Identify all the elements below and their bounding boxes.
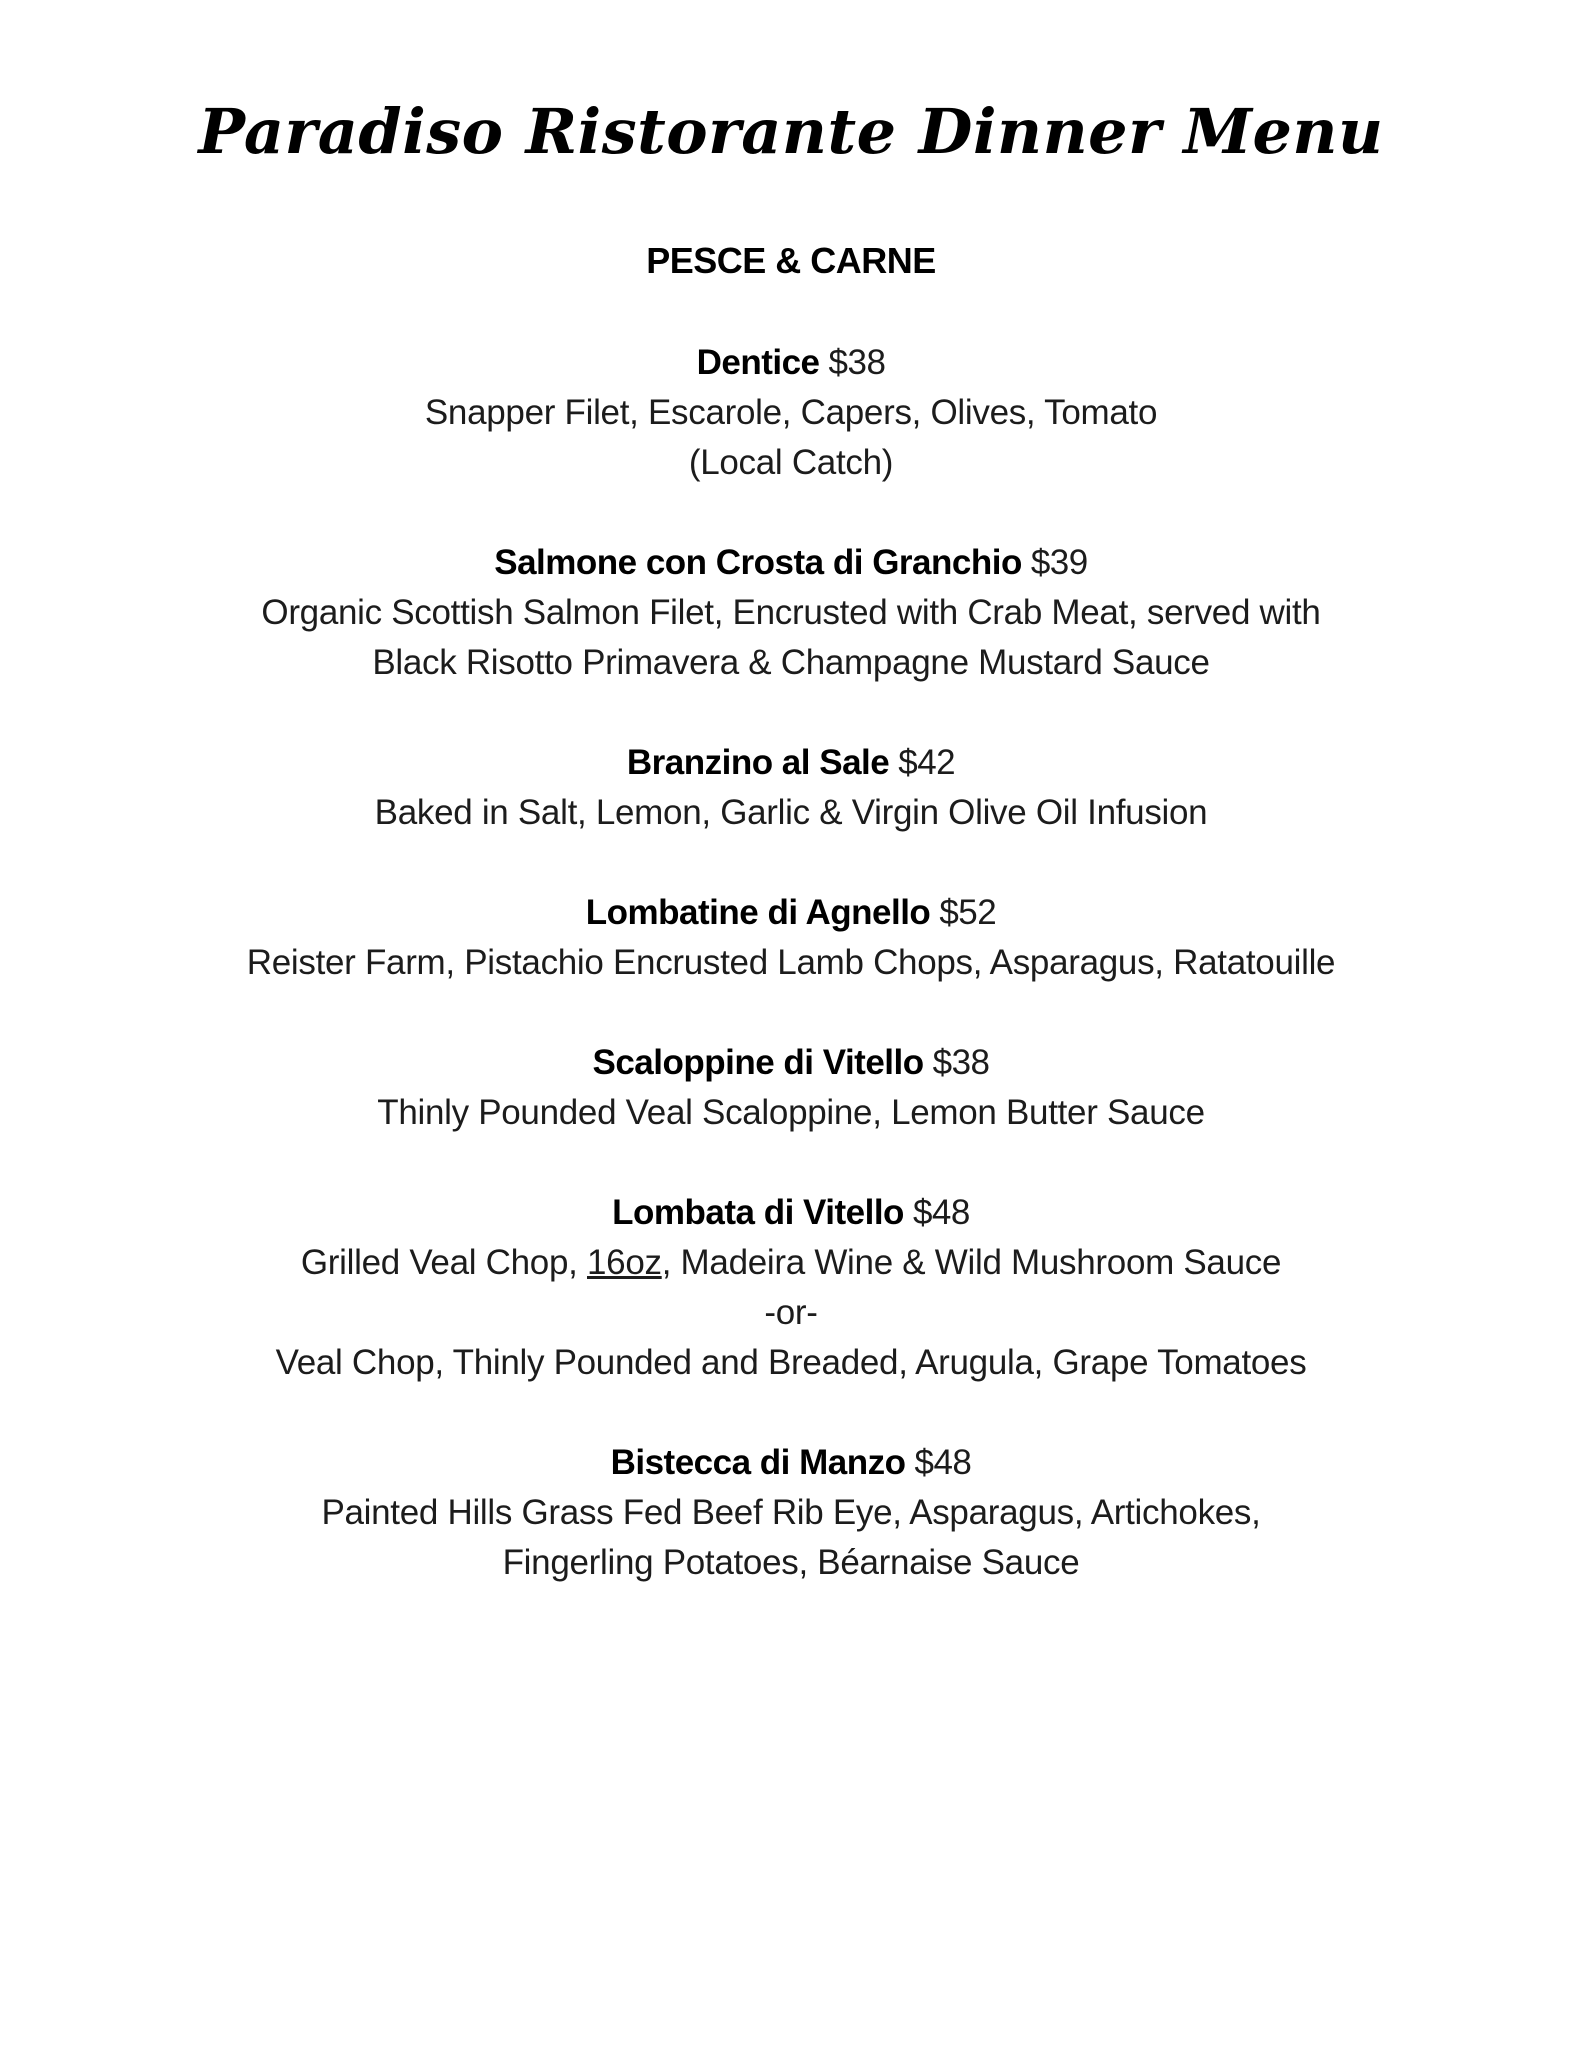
section-heading: PESCE & CARNE bbox=[646, 240, 936, 281]
item-price: $38 bbox=[828, 343, 886, 382]
menu-item-salmone bbox=[0, 538, 1582, 688]
item-description-line: Thinly Pounded Veal Scaloppine, Lemon Butter Sauce bbox=[377, 1093, 1205, 1132]
page-title: Paradiso Ristorante Dinner Menu bbox=[198, 95, 1384, 168]
item-description-line: Painted Hills Grass Fed Beef Rib Eye, Asparagus, Artichokes, bbox=[321, 1493, 1261, 1532]
item-title bbox=[0, 1188, 1582, 1238]
menu-item-scaloppine bbox=[0, 1038, 1582, 1138]
menu-item-bistecca bbox=[0, 1438, 1582, 1588]
item-title bbox=[0, 738, 1582, 788]
item-title bbox=[0, 888, 1582, 938]
item-price: $52 bbox=[939, 893, 997, 932]
item-title bbox=[0, 1438, 1582, 1488]
item-description-line: Fingerling Potatoes, Béarnaise Sauce bbox=[502, 1543, 1080, 1582]
menu-item-lombata bbox=[0, 1188, 1582, 1388]
menu-item-branzino bbox=[0, 738, 1582, 838]
item-title bbox=[0, 338, 1582, 388]
item-name: Salmone con Crosta di Granchio bbox=[494, 543, 1022, 582]
item-description-line: Organic Scottish Salmon Filet, Encrusted with Crab Meat, served with bbox=[261, 593, 1321, 632]
item-description-line: Snapper Filet, Escarole, Capers, Olives, Tomato bbox=[424, 393, 1158, 432]
item-title bbox=[0, 538, 1582, 588]
menu-item-lombatine bbox=[0, 888, 1582, 988]
desc-segment: , Madeira Wine & Wild Mushroom Sauce bbox=[661, 1243, 1282, 1282]
desc-segment: Grilled Veal Chop, bbox=[300, 1243, 587, 1282]
item-description-line: Baked in Salt, Lemon, Garlic & Virgin Olive Oil Infusion bbox=[374, 793, 1208, 832]
item-description-line: (Local Catch) bbox=[688, 443, 894, 482]
item-description-line bbox=[0, 1238, 1582, 1288]
item-name: Scaloppine di Vitello bbox=[592, 1043, 924, 1082]
item-description-line: Reister Farm, Pistachio Encrusted Lamb Chops, Asparagus, Ratatouille bbox=[246, 943, 1336, 982]
item-price: $48 bbox=[912, 1193, 970, 1232]
item-name: Branzino al Sale bbox=[626, 743, 890, 782]
item-name: Dentice bbox=[696, 343, 820, 382]
item-name: Bistecca di Manzo bbox=[610, 1443, 906, 1482]
item-price: $42 bbox=[898, 743, 956, 782]
menu-item-dentice bbox=[0, 338, 1582, 488]
item-price: $48 bbox=[914, 1443, 972, 1482]
item-title bbox=[0, 1038, 1582, 1088]
menu-list bbox=[0, 338, 1582, 1588]
desc-segment-underlined: 16oz bbox=[587, 1243, 662, 1282]
item-name: Lombatine di Agnello bbox=[585, 893, 931, 932]
item-description-line: Black Risotto Primavera & Champagne Mustard Sauce bbox=[372, 643, 1210, 682]
item-price: $38 bbox=[932, 1043, 990, 1082]
item-description-line: Veal Chop, Thinly Pounded and Breaded, Arugula, Grape Tomatoes bbox=[275, 1343, 1307, 1382]
item-price: $39 bbox=[1030, 543, 1088, 582]
item-description-or-separator: -or- bbox=[764, 1293, 818, 1332]
item-name: Lombata di Vitello bbox=[612, 1193, 904, 1232]
